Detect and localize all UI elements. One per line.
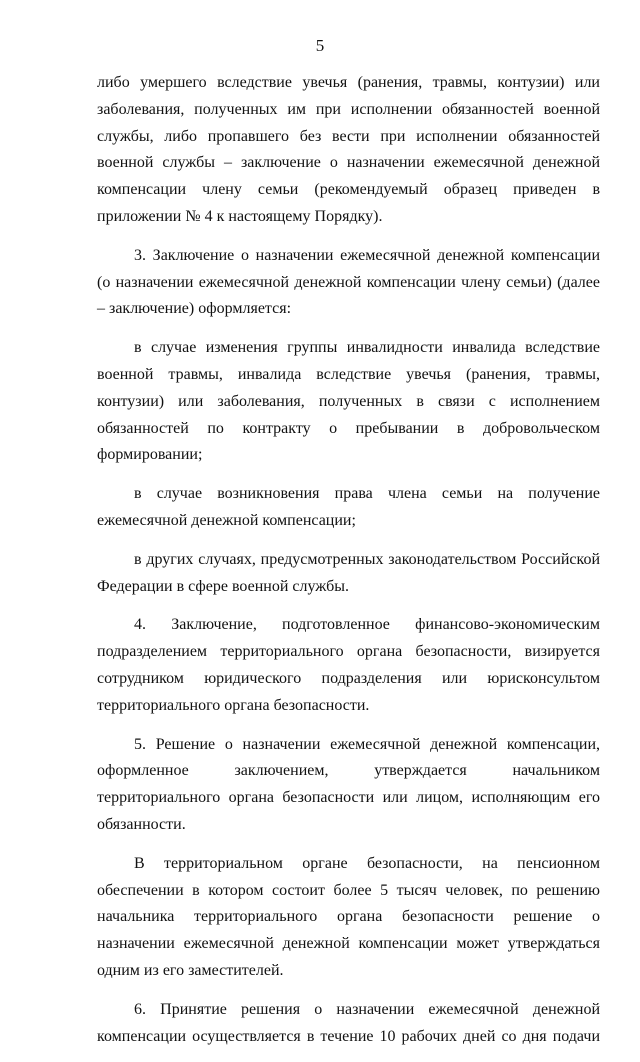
paragraph-case-disability-change: в случае изменения группы инвалидности инвалида вследствие военной травмы, инвалида вследствие увечья (ранения, травмы, контузии) или заболевания, полученных в связи с исполнением обязанностей по контракту о пребывании в добровольческом формировании; <box>97 339 600 464</box>
document-body <box>97 70 600 1062</box>
paragraph-deputy-approval: В территориальном органе безопасности, на пенсионном обеспечении в котором состоит более 5 тысяч человек, по решению начальника территориального органа безопасности решение о назначении ежемесячной денежной компенсации может утверждаться одним из его заместителей. <box>97 854 600 979</box>
paragraph-continuation: либо умершего вследствие увечья (ранения, травмы, контузии) или заболевания, полученных им при исполнении обязанностей военной службы, либо пропавшего без вести при исполнении обязанностей военной службы – заключение о назначении ежемесячной денежной компенсации члену семьи (рекомендуемый образец приведен в приложении № 4 к настоящему Порядку). <box>97 74 600 225</box>
paragraph-case-family-right: в случае возникновения права члена семьи на получение ежемесячной денежной компенсации; <box>97 485 600 529</box>
paragraph-item-6: 6. Принятие решения о назначении ежемесячной денежной компенсации осуществляется в течение 10 рабочих дней со дня подачи <box>97 1000 600 1045</box>
paragraph-item-5: 5. Решение о назначении ежемесячной денежной компенсации, оформленное заключением, утверждается начальником территориального органа безопасности или лицом, исполняющим его обязанности. <box>97 735 600 833</box>
paragraph-item-4: 4. Заключение, подготовленное финансово-экономическим подразделением территориального органа безопасности, визируется сотрудником юридического подразделения или юрисконсультом территориального органа безопасности. <box>97 616 600 714</box>
page-number: 5 <box>315 36 325 55</box>
paragraph-case-other: в других случаях, предусмотренных законодательством Российской Федерации в сфере военной службы. <box>97 550 600 595</box>
paragraph-item-3: 3. Заключение о назначении ежемесячной денежной компенсации (о назначении ежемесячной денежной компенсации члену семьи) (далее – заключение) оформляется: <box>97 246 600 318</box>
